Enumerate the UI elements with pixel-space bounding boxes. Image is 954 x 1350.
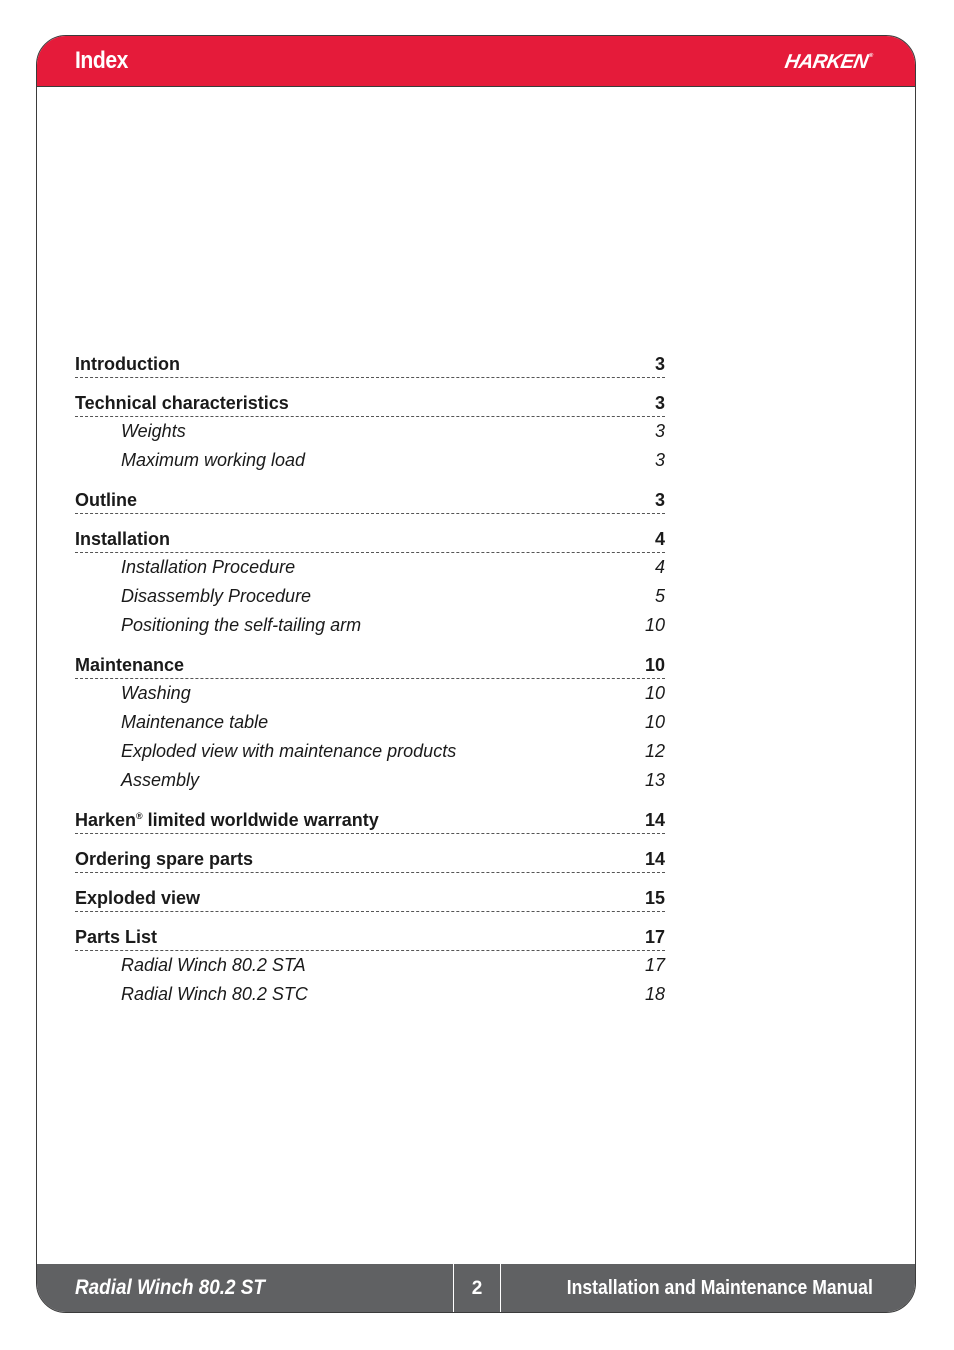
toc-entry[interactable] xyxy=(75,807,665,834)
logo-text: HARKEN xyxy=(782,51,870,73)
toc-subentry-page: 17 xyxy=(644,955,665,975)
toc-subentry-page: 4 xyxy=(654,557,665,577)
toc-subentry-page: 3 xyxy=(654,450,665,470)
toc-subentry-page: 10 xyxy=(644,712,665,732)
toc-subentry-page: 12 xyxy=(644,741,665,761)
toc-subentry[interactable] xyxy=(75,980,665,1009)
toc-entry-page: 17 xyxy=(644,927,665,947)
toc-subentry-label: Washing xyxy=(121,683,191,703)
page-footer xyxy=(37,1264,915,1312)
toc-subentry[interactable] xyxy=(75,582,665,611)
toc-subentry-page: 5 xyxy=(654,586,665,606)
harken-logo xyxy=(782,51,873,74)
toc-entry-page: 14 xyxy=(644,849,665,869)
toc-entry[interactable] xyxy=(75,487,665,514)
footer-product: Radial Winch 80.2 ST xyxy=(75,1276,265,1299)
toc-entry-page: 10 xyxy=(644,655,665,675)
toc-entry-label: Outline xyxy=(75,490,137,510)
toc-entry-page: 4 xyxy=(654,529,665,549)
footer-manual-title: Installation and Maintenance Manual xyxy=(566,1277,873,1299)
toc-subentry[interactable] xyxy=(75,708,665,737)
toc-entry-label: Ordering spare parts xyxy=(75,849,254,869)
registered-mark: ® xyxy=(136,811,143,821)
toc-subentry[interactable] xyxy=(75,737,665,766)
toc-entry-label: Introduction xyxy=(75,354,180,374)
toc-subentry-label: Positioning the self-tailing arm xyxy=(121,615,362,635)
footer-page-number: 2 xyxy=(471,1278,483,1299)
footer-page-box xyxy=(453,1264,501,1312)
toc-subentry-label: Installation Procedure xyxy=(121,557,296,577)
toc-subentry-label: Maximum working load xyxy=(121,450,306,470)
toc-subentry[interactable] xyxy=(75,417,665,446)
toc-subentry-page: 10 xyxy=(644,615,665,635)
toc-subentry-page: 10 xyxy=(644,683,665,703)
toc-subentry[interactable] xyxy=(75,951,665,980)
toc-subentry-page: 13 xyxy=(644,770,665,790)
toc-entry-page: 3 xyxy=(654,354,665,374)
toc-entry[interactable] xyxy=(75,846,665,873)
toc-entry[interactable] xyxy=(75,390,665,417)
toc-entry-page: 3 xyxy=(654,393,665,413)
toc-entry-label: Exploded view xyxy=(75,888,201,908)
toc-subentry-label: Assembly xyxy=(121,770,200,790)
toc-entry[interactable] xyxy=(75,351,665,378)
toc-entry[interactable] xyxy=(75,652,665,679)
toc-subentry-label: Radial Winch 80.2 STC xyxy=(121,984,308,1004)
toc-subentry-label: Maintenance table xyxy=(121,712,269,732)
toc-entry[interactable] xyxy=(75,885,665,912)
toc-entry-page: 3 xyxy=(654,490,665,510)
toc-subentry[interactable] xyxy=(75,553,665,582)
toc-entry[interactable] xyxy=(75,924,665,951)
toc-subentry[interactable] xyxy=(75,611,665,640)
toc-subentry-label: Disassembly Procedure xyxy=(121,586,312,606)
toc-entry[interactable] xyxy=(75,526,665,553)
toc-entry-label: Technical characteristics xyxy=(75,393,289,413)
page-header xyxy=(37,36,915,87)
toc-subentry-page: 3 xyxy=(654,421,665,441)
toc-subentry-label: Radial Winch 80.2 STA xyxy=(121,955,306,975)
toc-entry-label: Harken® limited worldwide warranty xyxy=(75,810,379,830)
toc-entry-label: Installation xyxy=(75,529,171,549)
toc-subentry-label: Weights xyxy=(121,421,186,441)
toc-subentry[interactable] xyxy=(75,766,665,795)
toc-subentry-page: 18 xyxy=(644,984,665,1004)
toc-entry-page: 15 xyxy=(644,888,665,908)
toc-entry-page: 14 xyxy=(644,810,665,830)
toc-subentry[interactable] xyxy=(75,446,665,475)
table-of-contents xyxy=(75,351,665,1009)
toc-subentry[interactable] xyxy=(75,679,665,708)
toc-entry-label: Maintenance xyxy=(75,655,185,675)
toc-subentry-label: Exploded view with maintenance products xyxy=(121,741,457,761)
page-title: Index xyxy=(75,47,128,74)
registered-mark: ® xyxy=(867,53,873,59)
toc-entry-label: Parts List xyxy=(75,927,158,947)
